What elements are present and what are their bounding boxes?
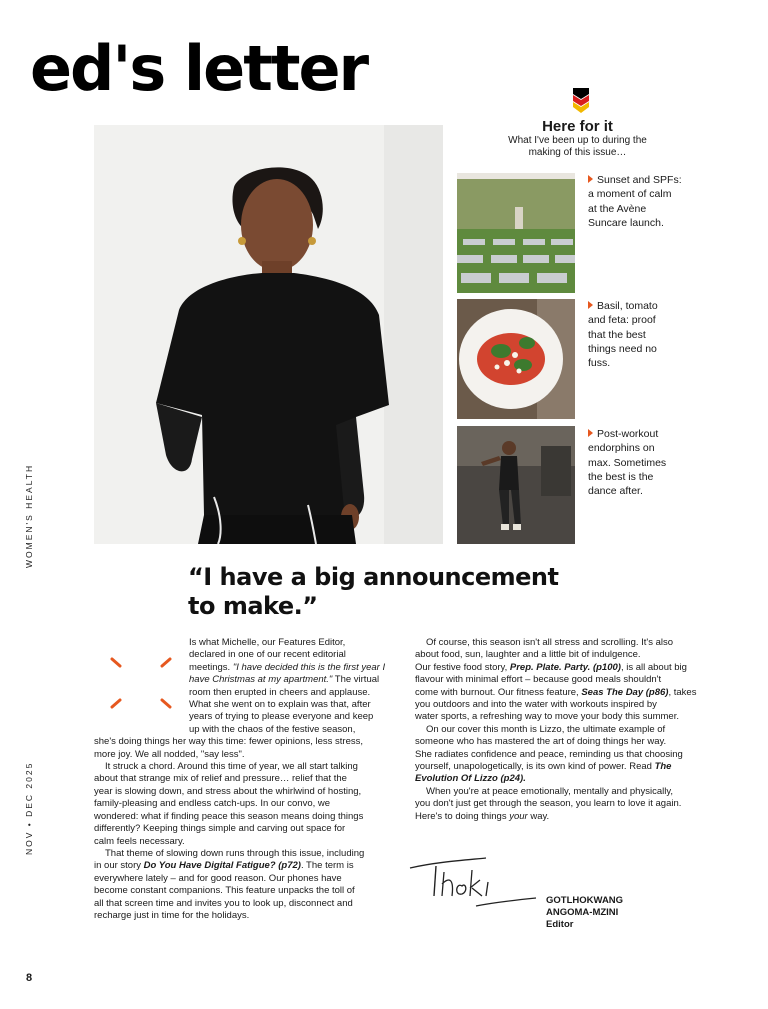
here-for-it-subtitle-line: making of this issue…: [528, 147, 627, 158]
pull-quote-line: to make.”: [188, 592, 318, 620]
story-reference-prep-plate-party: Prep. Plate. Party. (p100): [509, 661, 621, 673]
text-line: When you're at peace emotionally, mentally and physically,: [426, 785, 674, 797]
text-line: calm feels necessary.: [94, 835, 185, 847]
text-line: Of course, this season isn't all stress and scrolling. It's also: [426, 637, 674, 648]
text-line: Is what Michelle, our Features Editor,: [189, 637, 346, 648]
editor-portrait: [94, 125, 443, 544]
text-line: differently? Keeping things simple and carving out space for: [94, 823, 346, 835]
text-line: wondered: what if finding peace this season means doing things: [94, 810, 364, 822]
text-line: What she went on to explain was that, after: [189, 699, 371, 711]
text-line: you don't just get through the season, you learn to love it again.: [415, 798, 682, 810]
story-reference-digital-fatigue: Do You Have Digital Fatigue? (p72): [143, 860, 301, 872]
text-line: year is slowing down, and stress about the whirlwind of hosting,: [94, 785, 362, 797]
text-line: someone who has mastered the art of doing things her way.: [415, 736, 667, 748]
story-reference-lizzo: Evolution Of Lizzo (p24).: [415, 773, 526, 785]
text-line: flavour with minimal effort – because good meals shouldn't: [415, 674, 662, 686]
text-line: have Christmas at my apartment." The virtual: [189, 674, 380, 686]
here-for-it-title: Here for it: [542, 118, 613, 135]
text-line: She radiates confidence and peace, reminding us that choosing: [415, 748, 683, 760]
text-line: years of trying to please everyone and keep: [189, 711, 374, 723]
editor-signature: [406, 852, 541, 912]
text-line: room then erupted in cheers and applause.: [189, 686, 371, 698]
bullet-triangle-icon: [588, 175, 593, 183]
story-reference-lizzo: The: [654, 761, 672, 773]
salad-plate-photo: [457, 299, 575, 419]
suncare-launch-photo: [457, 173, 575, 293]
bullet-triangle-icon: [588, 429, 593, 437]
pull-quote-line: “I have a big announcement: [188, 563, 559, 591]
text-line: That theme of slowing down runs through this issue, including: [105, 847, 365, 859]
editor-name-line: ANGOMA-MZINI: [546, 907, 619, 918]
editor-portrait-illustration: [94, 125, 443, 544]
text-line: become constant companions. This feature unpacks the toll of: [94, 885, 355, 897]
text-line: Our festive food story, Prep. Plate. Party. (p100), is all about big: [415, 661, 687, 673]
text-line: Here's to doing things your way.: [415, 810, 550, 822]
caption-suncare: Sunset and SPFs: a moment of calm at the Avène Suncare launch.: [588, 174, 682, 229]
text-line: in our story Do You Have Digital Fatigue? (p72). The term is: [94, 860, 354, 872]
text-line: everywhere lately – and for good reason. Our phones have: [94, 872, 342, 884]
editor-name-line: GOTLHOKWANG: [546, 895, 624, 906]
text-line: more joy. We all nodded, "say less".: [94, 748, 245, 760]
text-line: come with burnout. Our fitness feature, Seas The Day (p86), takes: [415, 686, 697, 698]
magazine-name-sidebar: WOMEN'S HEALTH: [24, 463, 34, 568]
text-line: declared in one of our recent editorial: [189, 649, 346, 661]
text-line: water sports, a refreshing way to move your body this summer.: [415, 711, 679, 723]
pull-quote: [188, 563, 608, 621]
editor-name-block: [546, 895, 623, 931]
story-reference-seas-the-day: Seas The Day (p86): [581, 686, 669, 698]
text-line: family-pleasing and endless catch-ups. In our convo, we: [94, 798, 331, 810]
letter-column-2: [415, 637, 711, 823]
bullet-triangle-icon: [588, 301, 593, 309]
text-line: she's doing things her way this time: fewer opinions, less stress,: [94, 736, 363, 748]
here-for-it-subtitle-line: What I've been up to during the: [508, 135, 647, 146]
editor-role: Editor: [546, 919, 574, 930]
text-line: yourself, unapologetically, is its own kind of power. Read The: [415, 761, 672, 773]
text-line: recharge just in time for the holidays.: [94, 909, 250, 921]
text-line: about food, sun, laughter and a little bit of indulgence.: [415, 649, 641, 661]
page-title: ed's letter: [30, 32, 368, 105]
caption-workout: Post-workout endorphins on max. Sometimes the best is the dance after.: [588, 428, 667, 498]
letter-column-1: [94, 637, 384, 922]
here-for-it-subtitle: [490, 135, 665, 159]
text-line: meetings. "I have decided this is the first year I: [189, 661, 386, 673]
flag-icon: [573, 88, 589, 113]
workout-dance-photo: [457, 426, 575, 544]
page-number: 8: [26, 972, 33, 984]
caption-salad: Basil, tomato and feta: proof that the best things need no fuss.: [588, 300, 658, 370]
text-line: about that strange mix of relief and pressure… relief that the: [94, 773, 347, 785]
text-line: It struck a chord. Around this time of year, we all start talking: [105, 761, 358, 773]
text-line: you outdoors and into the water with workouts inspired by: [415, 699, 657, 711]
text-line: On our cover this month is Lizzo, the ultimate example of: [426, 723, 666, 735]
text-line: up with the chaos of the festive season,: [189, 723, 356, 735]
issue-date-sidebar: NOV • DEC 2025: [24, 761, 34, 855]
text-line: all that screen time and invites you to look up, disconnect and: [94, 897, 353, 909]
